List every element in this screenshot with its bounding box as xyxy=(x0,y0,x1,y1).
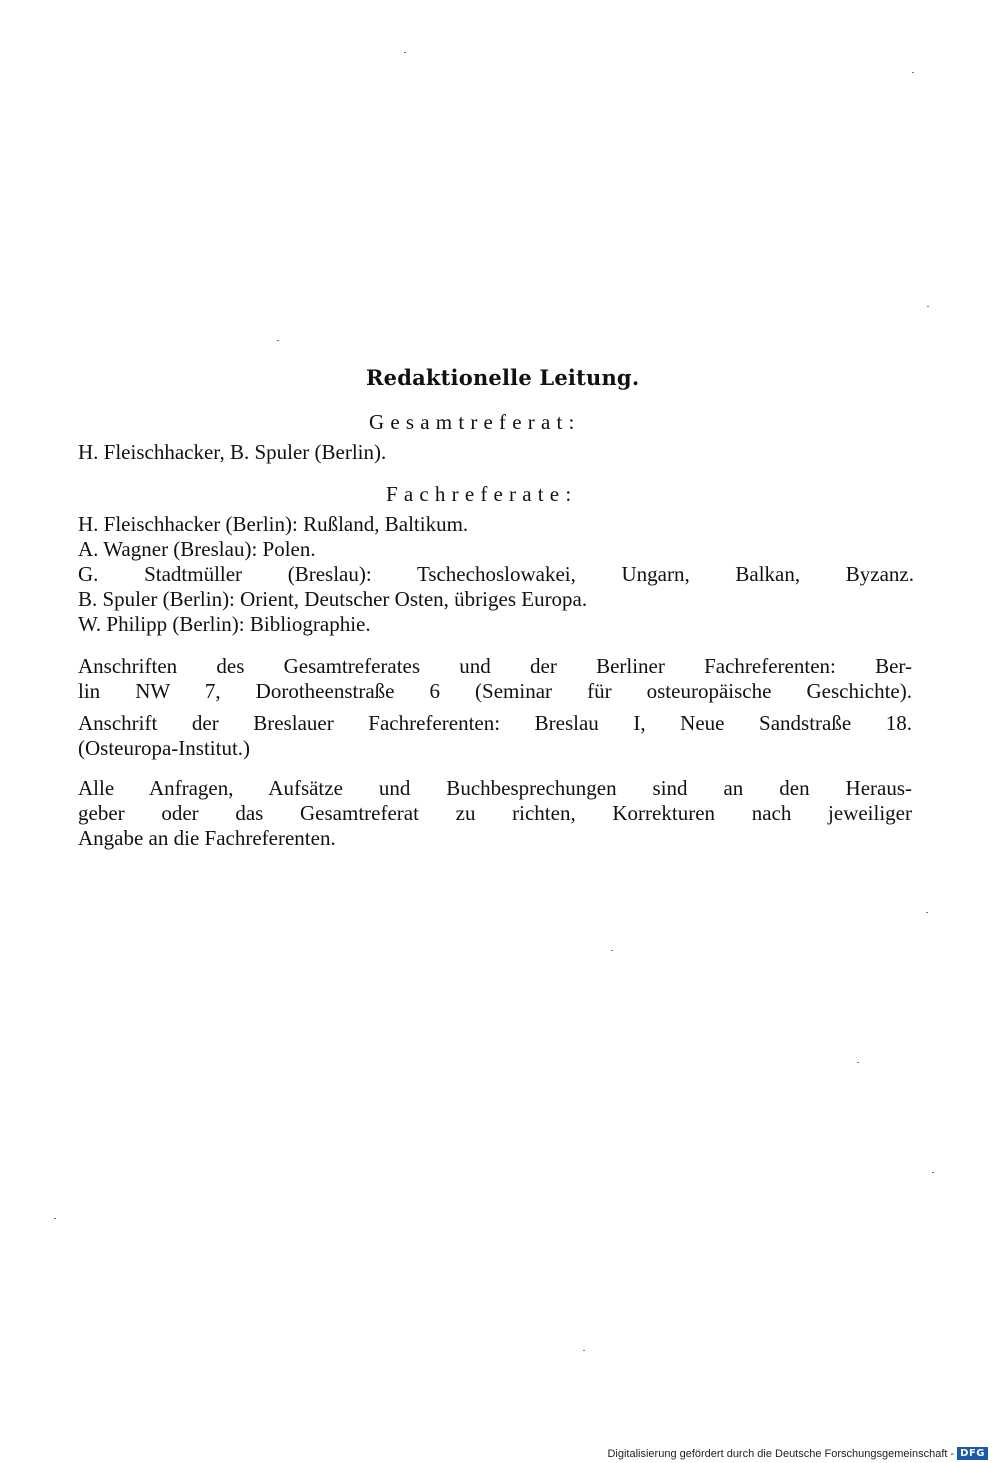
scan-speck xyxy=(404,52,406,53)
scan-speck xyxy=(857,1062,859,1063)
inquiries-line: Alle Anfragen, Aufsätze und Buchbesprechungen sind an den Heraus- xyxy=(78,776,912,800)
fachreferat-entry: B. Spuler (Berlin): Orient, Deutscher Osten, übriges Europa. xyxy=(78,587,588,611)
fachreferat-entry: W. Philipp (Berlin): Bibliographie. xyxy=(78,612,371,636)
breslau-address-line: (Osteuropa-Institut.) xyxy=(78,736,251,760)
scan-speck xyxy=(583,1350,585,1351)
fachreferat-entry: A. Wagner (Breslau): Polen. xyxy=(78,537,316,561)
scan-speck xyxy=(932,1172,934,1173)
berlin-address-line: lin NW 7, Dorotheenstraße 6 (Seminar für osteuropäische Geschichte). xyxy=(78,679,912,703)
gesamtreferat-label: Gesamtreferat: xyxy=(369,410,581,434)
fachreferate-label: Fachreferate: xyxy=(386,482,578,506)
scan-speck xyxy=(54,1218,56,1219)
breslau-address-line: Anschrift der Breslauer Fachreferenten: Breslau I, Neue Sandstraße 18. xyxy=(78,711,912,735)
inquiries-line: Angabe an die Fachreferenten. xyxy=(78,826,336,850)
scan-speck xyxy=(277,340,279,341)
inquiries-line: geber oder das Gesamtreferat zu richten, Korrekturen nach jeweiliger xyxy=(78,801,912,825)
berlin-address-line: Anschriften des Gesamtreferates und der Berliner Fachreferenten: Ber- xyxy=(78,654,912,678)
scan-speck xyxy=(926,912,928,913)
scan-speck xyxy=(927,306,929,307)
scan-speck xyxy=(611,950,613,951)
footer-text: Digitalisierung gefördert durch die Deutsche Forschungsgemeinschaft - xyxy=(607,1447,955,1460)
fachreferat-entry: G. Stadtmüller (Breslau): Tschechoslowakei, Ungarn, Balkan, Byzanz. xyxy=(78,562,914,586)
dfg-logo: DFG xyxy=(957,1447,988,1460)
fachreferat-entry: H. Fleischhacker (Berlin): Rußland, Baltikum. xyxy=(78,512,469,536)
page-heading: Redaktionelle Leitung. xyxy=(366,365,640,390)
digitization-footer xyxy=(607,1447,988,1460)
gesamtreferat-names: H. Fleischhacker, B. Spuler (Berlin). xyxy=(78,440,387,464)
scan-speck xyxy=(912,72,914,73)
